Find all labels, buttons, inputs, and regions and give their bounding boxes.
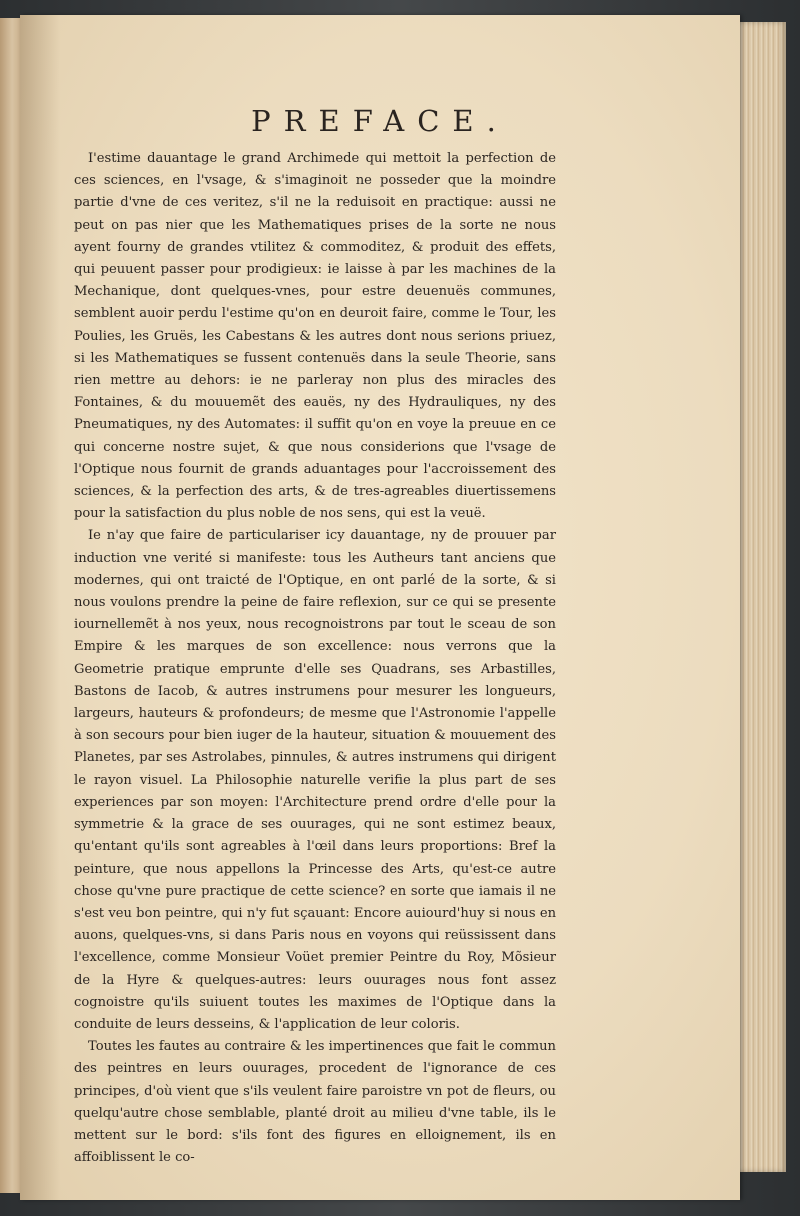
paragraph-2: Ie n'ay que faire de particulariser icy dauantage, ny de prouuer par induction vne verité si manifeste: tous les Autheurs tant anciens que modernes, qui ont traicté de l'Optique, en ont parlé de la sorte, & si nous voulons prendre la peine de faire reflexion, sur ce qui se presente iournellemẽt à nos yeux, nous recognoistrons par tout le sceau de son Empire & les marques de son excellence: nous verrons que la Geometrie pratique emprunte d'elle ses Quadrans, ses Arbastilles, Bastons de Iacob, & autres instrumens pour mesurer les longueurs, largeurs, hauteurs & profondeurs; de mesme que l'Astronomie l'appelle à son secours pour bien iuger de la hauteur, situation & mouuement des Planetes, par ses Astrolabes, pinnules, & autres instrumens qui dirigent le rayon visuel. La Philosophie naturelle verifie la plus part de ses experiences par son moyen: l'Architecture prend ordre d'elle pour la symmetrie & la grace de ses ouurages, qui ne sont estimez beaux, qu'entant qu'ils sont agreables à l'œil dans leurs proportions: Bref la peinture, que nous appellons la Princesse des Arts, qu'est-ce autre chose qu'vne pure practique de cette science? en sorte que iamais il ne s'est veu bon peintre, qui n'y fut sçauant: Encore auiourd'huy si nous en auons, quelques-vns, si dans Paris nous en voyons qui reüssissent dans l'excellence, comme Monsieur Voüet premier Peintre du Roy, Mõsieur de la Hyre & quelques-autres: leurs ouurages nous font assez cognoistre qu'ils suiuent toutes les maximes de l'Optique dans la conduite de leurs desseins, & l'application de leur coloris.	[74, 528, 556, 1032]
paragraph-1: I'estime dauantage le grand Archimede qui mettoit la perfection de ces sciences, en l'vsage, & s'imaginoit ne posseder que la moindre partie d'vne de ces veritez, s'il ne la reduisoit en practique: aussi ne peut on pas nier que les Mathematiques prises de la sorte ne nous ayent fourny de grandes vtilitez & commoditez, & produit des effets, qui peuuent passer pour prodigieux: ie laisse à par les machines de la Mechanique, dont quelques-vnes, pour estre deuenuës communes, semblent auoir perdu l'estime qu'on en deuroit faire, comme le Tour, les Poulies, les Gruës, les Cabestans & les autres dont nous serions priuez, si les Mathematiques se fussent contenuës dans la seule Theorie, sans rien mettre au dehors: ie ne parleray non plus des miracles des Fontaines, & du mouuemẽt des eauës, ny des Hydrauliques, ny des Pneumatiques, ny des Automates: il suffit qu'on en voye la preuue en ce qui concerne nostre sujet, & que nous considerions que l'vsage de l'Optique nous fournit de grands aduantages pour l'accroissement des sciences, & la perfection des arts, & de tres-agreables diuertissemens pour la satisfaction du plus noble de nos sens, qui est la veuë.	[74, 151, 556, 522]
book-fore-edge	[739, 22, 786, 1172]
body-text	[74, 148, 556, 1169]
paragraph-3: Toutes les fautes au contraire & les impertinences que fait le commun des peintres en leurs ouurages, procedent de l'ignorance de ces principes, d'où vient que s'ils veulent faire paroistre vn pot de fleurs, ou quelqu'autre chose semblable, planté droit au milieu d'vne table, ils le mettent sur le bord: s'ils font des figures en elloignement, ils en affoiblissent le co-	[74, 1039, 556, 1166]
running-head: PREFACE.	[251, 104, 509, 138]
